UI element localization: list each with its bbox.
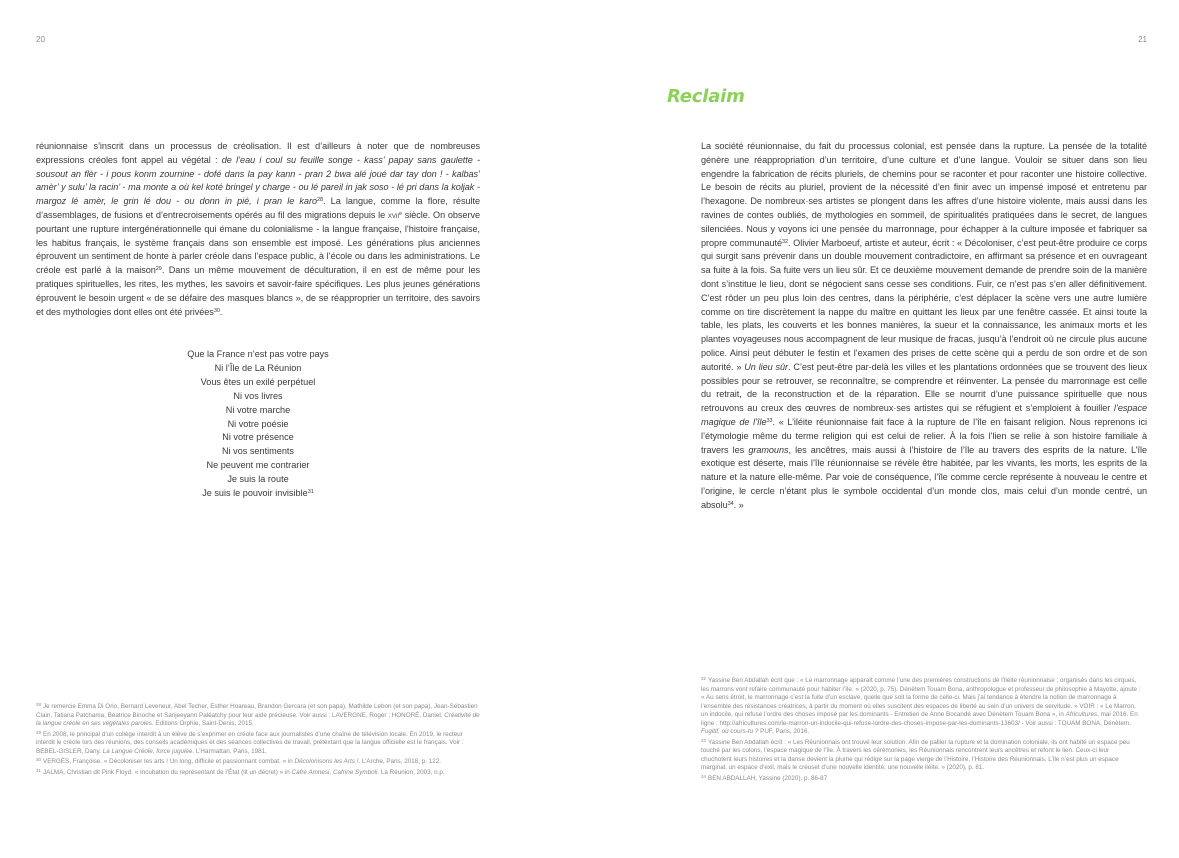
text-run: . Olivier Marboeuf, artiste et auteur, écrit : « Décoloniser, c’est peut-être produire ce corps qui surgit sans prévenir dans un double mouvement contradictoire, en affirmant sa présence et en ouvrageant sa fuite à la fois. Sa fuite vers un lieu sûr. Et ce deuxième mouvement demande de prendre soin de la manière dont s’institue le lieu, dont se négocient sans cesse ses conditions. Fuir, ce n’est pas s’en aller définitivement. C’est rôder un peu plus loin des centres, dans la périphérie, c’est déplacer la scène vers une autre lumière comme on tire discrètement la nappe du maître en quittant les lieux par une fenêtre cassée. Et ainsi toute la table, les plats, les couverts et les bonnes manières, la sueur et la connaissance, les animaux morts et les plantes voyageuses nous accompagnent de leur musique de fracas, jusqu’à l’endroit où ne circule plus aucune police. Ainsi peut débuter le festin et l’examen des prises de cette scène qui a perdu de son ordre et de son autorité. »	[701, 237, 1147, 372]
text-run: . La langue, comme la flore, résulte d’assemblages, de fusions et d’entrecroisements opérés au fil des migrations depuis le	[36, 196, 480, 220]
note-reference: 28	[316, 197, 323, 204]
text-run: . L’Arche, Paris, 2018, p. 122.	[358, 758, 441, 765]
footnotes	[36, 701, 480, 777]
poem-line-text: Ni votre marche	[225, 404, 291, 415]
paragraph-text	[701, 140, 1147, 513]
italic-text: gramouns	[748, 444, 789, 455]
poem-line	[110, 431, 406, 445]
italic-text: Cafre Amnesi, Cafrine Symboli	[291, 768, 378, 776]
poem-line	[110, 459, 406, 473]
text-run: . Editions Orphie, Saint-Denis, 2015.	[151, 720, 254, 727]
text-run: , mai 2016. En ligne : http://africultures.com/le-marron-un-indocile-qui-refuse-lordre-des-choses-impose-par-les-dominants-13603/ - Voir aussi : TOUAM BONA, Dénètem.	[701, 711, 1138, 727]
poem-line	[110, 445, 406, 459]
text-run: siècle. On observe pourtant une rupture intergénérationnelle qui émane du colonialisme - la langue française, l’histoire française, les habitus français, le système français dans son ensemble est imposé. Les générations plus anciennes éprouvent un sentiment de honte à parler créole dans l’espace public, à l’école ou dans les administrations. Le créole est parlé à la maison	[36, 209, 480, 276]
footnote-number: 32	[701, 676, 707, 681]
poem-line-text: Que la France n’est pas votre pays	[187, 349, 329, 359]
text-run: , les ancêtres, mais aussi à l’histoire de l’île au travers des esprits de la nature. L’île exotique est déserte, mais l’île réunionnaise se révèle être habitée, par les vivants, les morts, les esprits de la nature et la nature elle-même. Par voie de conséquence, l’île comme cercle représente à nouveau le centre et l’origine, le cercle n’étant plus le symbole occidental d’un monde clos, mais celui d’un monde centré, un absolu	[701, 444, 1147, 510]
italic-text: Un lieu sûr	[744, 361, 789, 372]
text-run: . Dans un même mouvement de déculturation, il en est de même pour les pratiques spirituelles, les rites, les mythes, les savoirs et savoir-faire spécifiques. Les plus jeunes générations éprouvent le besoin urgent « de se défaire des masques blancs », de se réapproprier un territoire, des savoirs et des mythologies dont elles ont été privées	[36, 265, 481, 317]
text-run: Je remercie Emma Di Orio, Bernard Leveneur, Abel Techer, Esther Hoareau, Brandon Gercara (et son papa), Mathilde Lebon (et son papa), Jean-Sébastien Clain, Tatiana Patchama, Béatrice Binoche et Sanjeeyann Paléatchy pour leur aide précieuse. Voir aussi : LAVERGNE, Roger ; HONORÉ, Daniel.	[36, 703, 478, 719]
page-number: 21	[1138, 35, 1147, 44]
text-run: . C’est peut-être par-delà les villes et les plantations ordonnées que se trouvent des lieux possibles pour se retrouver, se reconnaître, se comprendre et réinventer. La pensée du marronnage est celle du retrait, de la reconstruction et de la réparation. Elle se nourrit d’une puissance spirituelle que nous retrouvons au creux des œuvres de nombreux·ses artistes qui se réfugient et s’emploient à fouiller	[701, 361, 1147, 414]
footnote	[36, 729, 480, 757]
text-run: JALMA, Christian dit Pink Floyd. « Incubation du représentant de l’État (lit un décret) » in	[43, 768, 292, 776]
italic-text: Décolonisons les Arts !	[294, 758, 359, 765]
note-reference: 29	[155, 266, 162, 273]
note-reference: 30	[213, 307, 220, 314]
footnote-number: 29	[36, 729, 42, 735]
poem-line-text: Ni vos sentiments	[221, 446, 294, 457]
footnote	[701, 773, 1141, 784]
note-reference: 32	[782, 238, 789, 245]
text-run: Yassine Ben Abdallah écrit : « Les Réunionnais ont trouvé leur solution. Afin de pallier la rupture et la domination coloniale, ils ont habité un espace peu touché par les colons, l’espace magique de l’île. À travers les cérémonies, les Réunionnais rencontrent leurs ancêtres et refont le lien. Ceux-ci leur chuchotent leurs histoires et la danse devient la plume qui rédige sur la page vierge de l’Histoire, l’Histoire des Réunionnais. L’île n’est plus un espace marginal, un espace d’exil, mais le creuset d’une nouvelle identité, une nouvelle iléite. » (2020), p. 81.	[701, 738, 1130, 771]
text-run: réunionnaise s’inscrit dans un processus de créolisation. Il est d’ailleurs à noter que de nombreuses expressions créoles font appel au végétal :	[36, 141, 480, 165]
footnote-number: 34	[701, 773, 707, 779]
body-paragraph	[36, 140, 480, 319]
text-run: . La Réunion, 2003, n.p.	[377, 768, 445, 776]
poem-line	[110, 473, 406, 487]
footnotes	[701, 675, 1141, 783]
poem	[110, 348, 406, 501]
footnote-number: 33	[701, 737, 707, 743]
poem-line-text: Ni votre poésie	[227, 418, 289, 429]
poem-line	[110, 404, 406, 418]
poem-line-text: Ne peuvent me contrarier	[206, 460, 310, 471]
paragraph-text	[36, 140, 480, 319]
text-run: BEN ABDALLAH, Yassine (2020), p. 86-87	[708, 774, 828, 782]
poem-line	[110, 418, 406, 432]
poem-line-text: Je suis la route	[227, 474, 289, 485]
text-run: En 2008, le principal d’un collège interdit à un élève de s’exprimer en créole face aux journalistes d’une chaîne de télévision locale. En 2019, le recteur interdit le créole lors des réunions, des conseils académiques et des séances collectives de travail, prétextant que la langue officielle est le français. Voir : BEBEL-GISLER, Dany.	[36, 730, 464, 755]
text-run: La société réunionnaise, du fait du processus colonial, est pensée dans la rupture. La pensée de la totalité génère une réappropriation d’un territoire, d’une culture et d’une langue. Vouloir se situer dans son lieu engendre la fabrication de récits pluriels, de chemins pour se raconter et pour raconter une histoire collective. Le besoin de récits au pluriel, provient de la nécessité d’en finir avec un impensé imposé et entretenu par l’hexagone. De nombreux·ses artistes se plongent dans les affres d’une histoire violente, mais aussi dans les ravines de contes oubliés, de mythologies en sommeil, de spiritualités pratiquées dans le secret, de langues silenciées. Nous y voyons ici une pensée du marronnage, pour échapper à la culture imposée et fabriquer sa propre communauté	[701, 141, 1147, 248]
century-numeral: xvii	[387, 209, 400, 220]
text-run: PUF, Paris, 2016.	[758, 728, 810, 735]
italic-text: l’espace magique de l’île	[701, 403, 1147, 427]
poem-line	[110, 348, 406, 362]
footnote	[36, 767, 480, 778]
text-run: . « L’iléite réunionnaise fait face à la rupture de l’île en faisant religion. Nous reprenons ici l’étymologie même du terme religion qui est celui de relier. À la fois l’lien se relie à son histoire familiale à travers les	[701, 416, 1147, 455]
footnote	[701, 675, 1141, 737]
note-reference: 33	[766, 417, 773, 424]
page-number: 20	[36, 35, 45, 44]
italic-text: La Langue Créole, force jugulée	[102, 747, 193, 755]
italic-text: Africultures	[1065, 711, 1098, 718]
note-reference: 31	[307, 489, 314, 496]
note-reference: 34	[727, 500, 734, 507]
footnote-number: 30	[36, 757, 42, 762]
section-title: Reclaim	[667, 86, 745, 107]
footnote	[36, 701, 480, 729]
poem-line	[110, 487, 406, 501]
body-paragraph	[701, 140, 1147, 513]
note-reference: e	[399, 210, 403, 217]
poem-line-text: Ni l’Île de La Réunion	[214, 362, 302, 373]
italic-text: Créativité de la langue créole en ses végétales paroles	[36, 711, 480, 727]
poem-line	[110, 362, 406, 376]
footnote	[36, 756, 480, 767]
poem-line-text: Vous êtes un exilé perpétuel	[200, 376, 316, 387]
text-run: Yassine Ben Abdallah écrit que : « Le marronnage apparaît comme l’une des premières constructions de l’iléite réunionnaise ; organisés dans les cirques, les marrons vont refaire communauté pour habiter l’île. » (2020, p. 75). Dénètem Touam Bona, anthropologue et professeur de philosophie à Mayotte, ajoute : « Au sens étroit, le marronnage c’est la fuite d’un esclave, quelle que soit la forme de celle-ci. Mais j’ai tendance à étendre la notion de marronnage à l’ensemble des résistances créatrices, à partir du moment où elles suscitent des espaces de liberté au sein d’un univers de servitude. » VOIR : « Le Marron, un indocile, qui refuse l’ordre des choses imposé par les dominants - Entretien de Anne Bocandé avec Dénètem Touam Bona », in	[701, 677, 1141, 718]
poem-line-text: Ni vos livres	[233, 390, 283, 401]
footnote	[701, 737, 1141, 773]
poem-line-text: Ni votre présence	[222, 432, 294, 443]
text-run: . »	[733, 499, 744, 510]
footnote-number: 28	[36, 702, 42, 707]
left-page	[0, 0, 589, 858]
poem-line	[110, 390, 406, 404]
poem-line	[110, 376, 406, 390]
text-run: VERGÈS, Françoise. « Décoloniser les arts ! Un long, difficile et passionnant combat. » in	[43, 758, 295, 765]
italic-text: de l’eau i coul su feuille songe - kass’ papay sans gaulette - sousout an flèr - i pous konm zournine - dofé dans la pay kann - pran 2 bwa alé joué dar tay don ! - kalbas’ amèr’ y sulu’ la racin’ - ma monte a où kel koté bringel y charge - ou lé pareil in jak soso - lé pri dans la koljak - margoz lé amèr, le grin lé dou - ou donn in pié, i pran le karo	[36, 154, 480, 207]
poem-line-text: Je suis le pouvoir invisible	[202, 488, 308, 499]
footnote-number: 31	[36, 767, 42, 773]
right-page	[589, 0, 1179, 858]
text-run: .	[219, 306, 223, 317]
italic-text: Fugitif, où cours-tu ?	[701, 728, 759, 735]
text-run: . L’Harmattan, Paris, 1981.	[192, 747, 267, 755]
